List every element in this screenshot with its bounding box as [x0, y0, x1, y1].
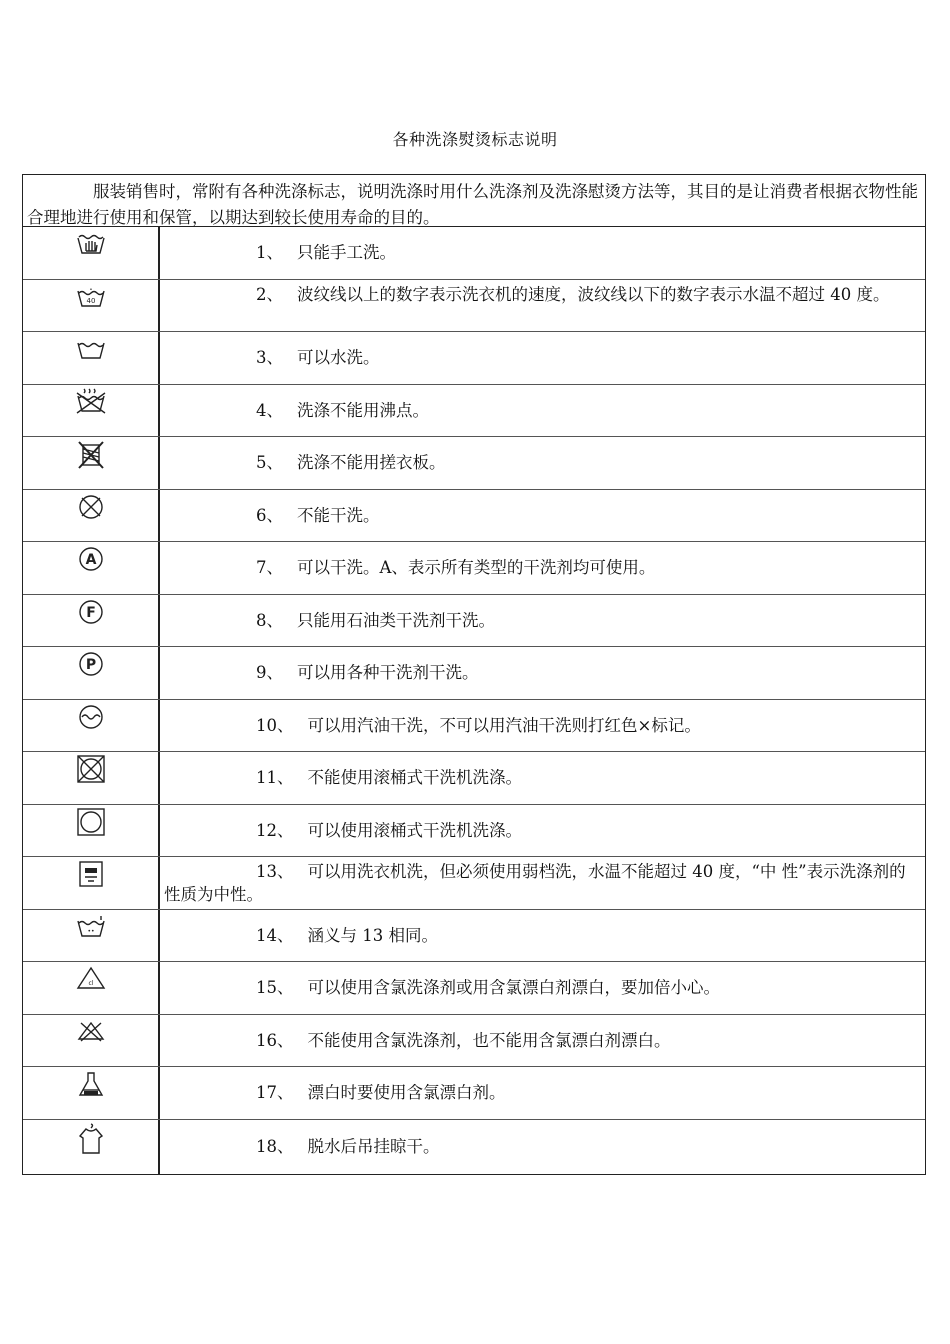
item-text: 可以使用含氯洗涤剂或用含氯漂白剂漂白，要加倍小心。	[307, 978, 720, 998]
description-cell	[160, 1067, 925, 1119]
description-cell	[160, 280, 925, 332]
description-cell	[160, 227, 925, 279]
table-row	[23, 385, 925, 438]
care-symbol-table	[22, 174, 926, 1175]
item-text: 只能用石油类干洗剂干洗。	[297, 610, 495, 630]
description-text	[164, 714, 701, 737]
symbol-cell	[23, 857, 160, 909]
item-text: 只能手工洗。	[297, 243, 396, 263]
symbol-cell	[23, 1015, 160, 1067]
svg-text:40: 40	[86, 296, 95, 305]
description-text	[164, 504, 380, 527]
item-number: 7、	[256, 558, 283, 578]
symbol-cell	[23, 752, 160, 804]
description-text	[164, 1135, 440, 1158]
description-cell	[160, 385, 925, 437]
table-row	[23, 280, 925, 333]
machine-wash-temperature-icon	[74, 282, 108, 318]
symbol-cell	[23, 700, 160, 752]
table-row	[23, 227, 925, 280]
svg-text:F: F	[85, 604, 96, 621]
chlorine-bleach-icon	[74, 964, 108, 1000]
symbol-cell	[23, 385, 160, 437]
description-cell	[160, 857, 925, 909]
item-text: 可以干洗。A、表示所有类型的干洗剂均可使用。	[297, 558, 656, 578]
item-text: 漂白时要使用含氯漂白剂。	[307, 1083, 506, 1103]
description-text	[164, 1081, 506, 1104]
item-number: 12、	[256, 820, 294, 840]
description-text	[164, 556, 655, 579]
description-text	[164, 661, 479, 684]
item-number: 10、	[256, 715, 294, 735]
svg-text:P: P	[85, 657, 96, 673]
svg-text:•: •	[89, 286, 92, 293]
no-tumble-dry-icon	[74, 754, 108, 790]
item-number: 9、	[256, 663, 283, 683]
table-row	[23, 1067, 925, 1120]
item-number: 18、	[256, 1137, 294, 1156]
symbol-cell	[23, 595, 160, 647]
item-text: 不能干洗。	[297, 505, 380, 525]
symbol-cell	[23, 280, 160, 332]
description-cell	[160, 700, 925, 752]
item-number: 17、	[256, 1083, 294, 1103]
table-row	[23, 962, 925, 1015]
description-cell	[160, 437, 925, 489]
intro-paragraph: 服装销售时，常附有各种洗涤标志，说明洗涤时用什么洗涤剂及洗涤慰烫方法等，其目的是让消费者根据衣物性能合理地进行使用和保管，以期达到较长使用寿命的目的。	[23, 175, 925, 227]
description-cell	[160, 1015, 925, 1067]
item-number: 4、	[256, 400, 283, 420]
description-cell	[160, 805, 925, 857]
item-number: 11、	[256, 768, 294, 788]
description-text	[164, 819, 522, 842]
item-text: 可以用各种干洗剂干洗。	[297, 663, 479, 683]
item-text: 洗涤不能用搓衣板。	[297, 453, 446, 473]
item-number: 3、	[256, 348, 283, 368]
item-number: 15、	[256, 978, 294, 998]
item-number: 13、	[256, 862, 294, 881]
item-text: 波纹线以上的数字表示洗衣机的速度，波纹线以下的数字表示水温不超过 40 度。	[297, 284, 890, 304]
item-text: 脱水后吊挂晾干。	[307, 1137, 440, 1156]
symbol-cell	[23, 490, 160, 542]
hand-wash-icon	[74, 229, 108, 265]
description-text	[164, 1029, 671, 1052]
table-row	[23, 542, 925, 595]
dry-clean-a-icon	[74, 544, 108, 580]
table-row	[23, 805, 925, 858]
table-row	[23, 437, 925, 490]
description-text	[164, 976, 720, 999]
item-text: 洗涤不能用沸点。	[297, 400, 429, 420]
table-row	[23, 1120, 925, 1174]
symbol-cell	[23, 962, 160, 1014]
table-row	[23, 1015, 925, 1068]
table-row	[23, 332, 925, 385]
description-text	[164, 924, 438, 947]
symbol-cell	[23, 1120, 160, 1174]
symbol-cell	[23, 647, 160, 699]
table-row	[23, 700, 925, 753]
symbol-rows	[23, 227, 925, 1174]
no-chlorine-bleach-icon	[74, 1017, 108, 1053]
no-washboard-icon	[74, 439, 108, 475]
symbol-cell	[23, 1067, 160, 1119]
description-text	[164, 609, 495, 632]
symbol-cell	[23, 437, 160, 489]
description-text	[164, 766, 522, 789]
description-cell	[160, 1120, 925, 1174]
item-text: 不能使用含氯洗涤剂，也不能用含氯漂白剂漂白。	[307, 1030, 671, 1050]
no-dry-clean-icon	[74, 492, 108, 528]
bleach-flask-icon	[74, 1069, 108, 1105]
table-row	[23, 752, 925, 805]
symbol-cell	[23, 910, 160, 962]
item-number: 6、	[256, 505, 283, 525]
tumble-dry-icon	[74, 807, 108, 843]
description-cell	[160, 595, 925, 647]
wash-tub-icon	[74, 334, 108, 370]
table-row	[23, 857, 925, 910]
item-text: 可以使用滚桶式干洗机洗涤。	[307, 820, 522, 840]
item-number: 8、	[256, 610, 283, 630]
item-number: 14、	[256, 925, 294, 945]
svg-text:••: ••	[86, 927, 95, 935]
svg-text:A: A	[85, 552, 96, 568]
symbol-cell	[23, 805, 160, 857]
description-text	[164, 346, 380, 369]
description-text	[164, 451, 446, 474]
table-row	[23, 647, 925, 700]
item-number: 5、	[256, 453, 283, 473]
item-text: 可以用洗衣机洗，但必须使用弱档洗，水温不能超过 40 度，“中 性”表示洗涤剂的性质为中性。	[164, 862, 906, 904]
item-number: 2、	[256, 284, 283, 304]
description-cell	[160, 490, 925, 542]
hang-dry-shirt-icon	[74, 1122, 108, 1158]
description-cell	[160, 647, 925, 699]
item-text: 可以水洗。	[297, 348, 380, 368]
description-text	[164, 860, 911, 906]
gentle-machine-wash-icon	[74, 859, 108, 895]
symbol-cell	[23, 332, 160, 384]
description-cell	[160, 332, 925, 384]
description-cell	[160, 542, 925, 594]
description-cell	[160, 962, 925, 1014]
symbol-cell	[23, 542, 160, 594]
gentle-wash-tub-icon	[74, 912, 108, 948]
item-number: 16、	[256, 1030, 294, 1050]
description-text	[164, 399, 429, 422]
item-text: 可以用汽油干洗，不可以用汽油干洗则打红色×标记。	[307, 715, 701, 735]
description-text	[164, 241, 396, 264]
petrol-dry-clean-icon	[74, 702, 108, 738]
table-row	[23, 595, 925, 648]
description-text	[164, 283, 890, 306]
svg-text:cl: cl	[88, 980, 93, 987]
dry-clean-p-icon	[74, 649, 108, 685]
table-row	[23, 490, 925, 543]
item-text: 涵义与 13 相同。	[307, 925, 438, 945]
table-row	[23, 910, 925, 963]
description-cell	[160, 910, 925, 962]
dry-clean-f-icon	[74, 597, 108, 633]
item-number: 1、	[256, 243, 283, 263]
item-text: 不能使用滚桶式干洗机洗涤。	[307, 768, 522, 788]
description-cell	[160, 752, 925, 804]
symbol-cell	[23, 227, 160, 279]
no-boil-wash-icon	[74, 387, 108, 423]
page-title: 各种洗涤熨烫标志说明	[392, 130, 558, 149]
